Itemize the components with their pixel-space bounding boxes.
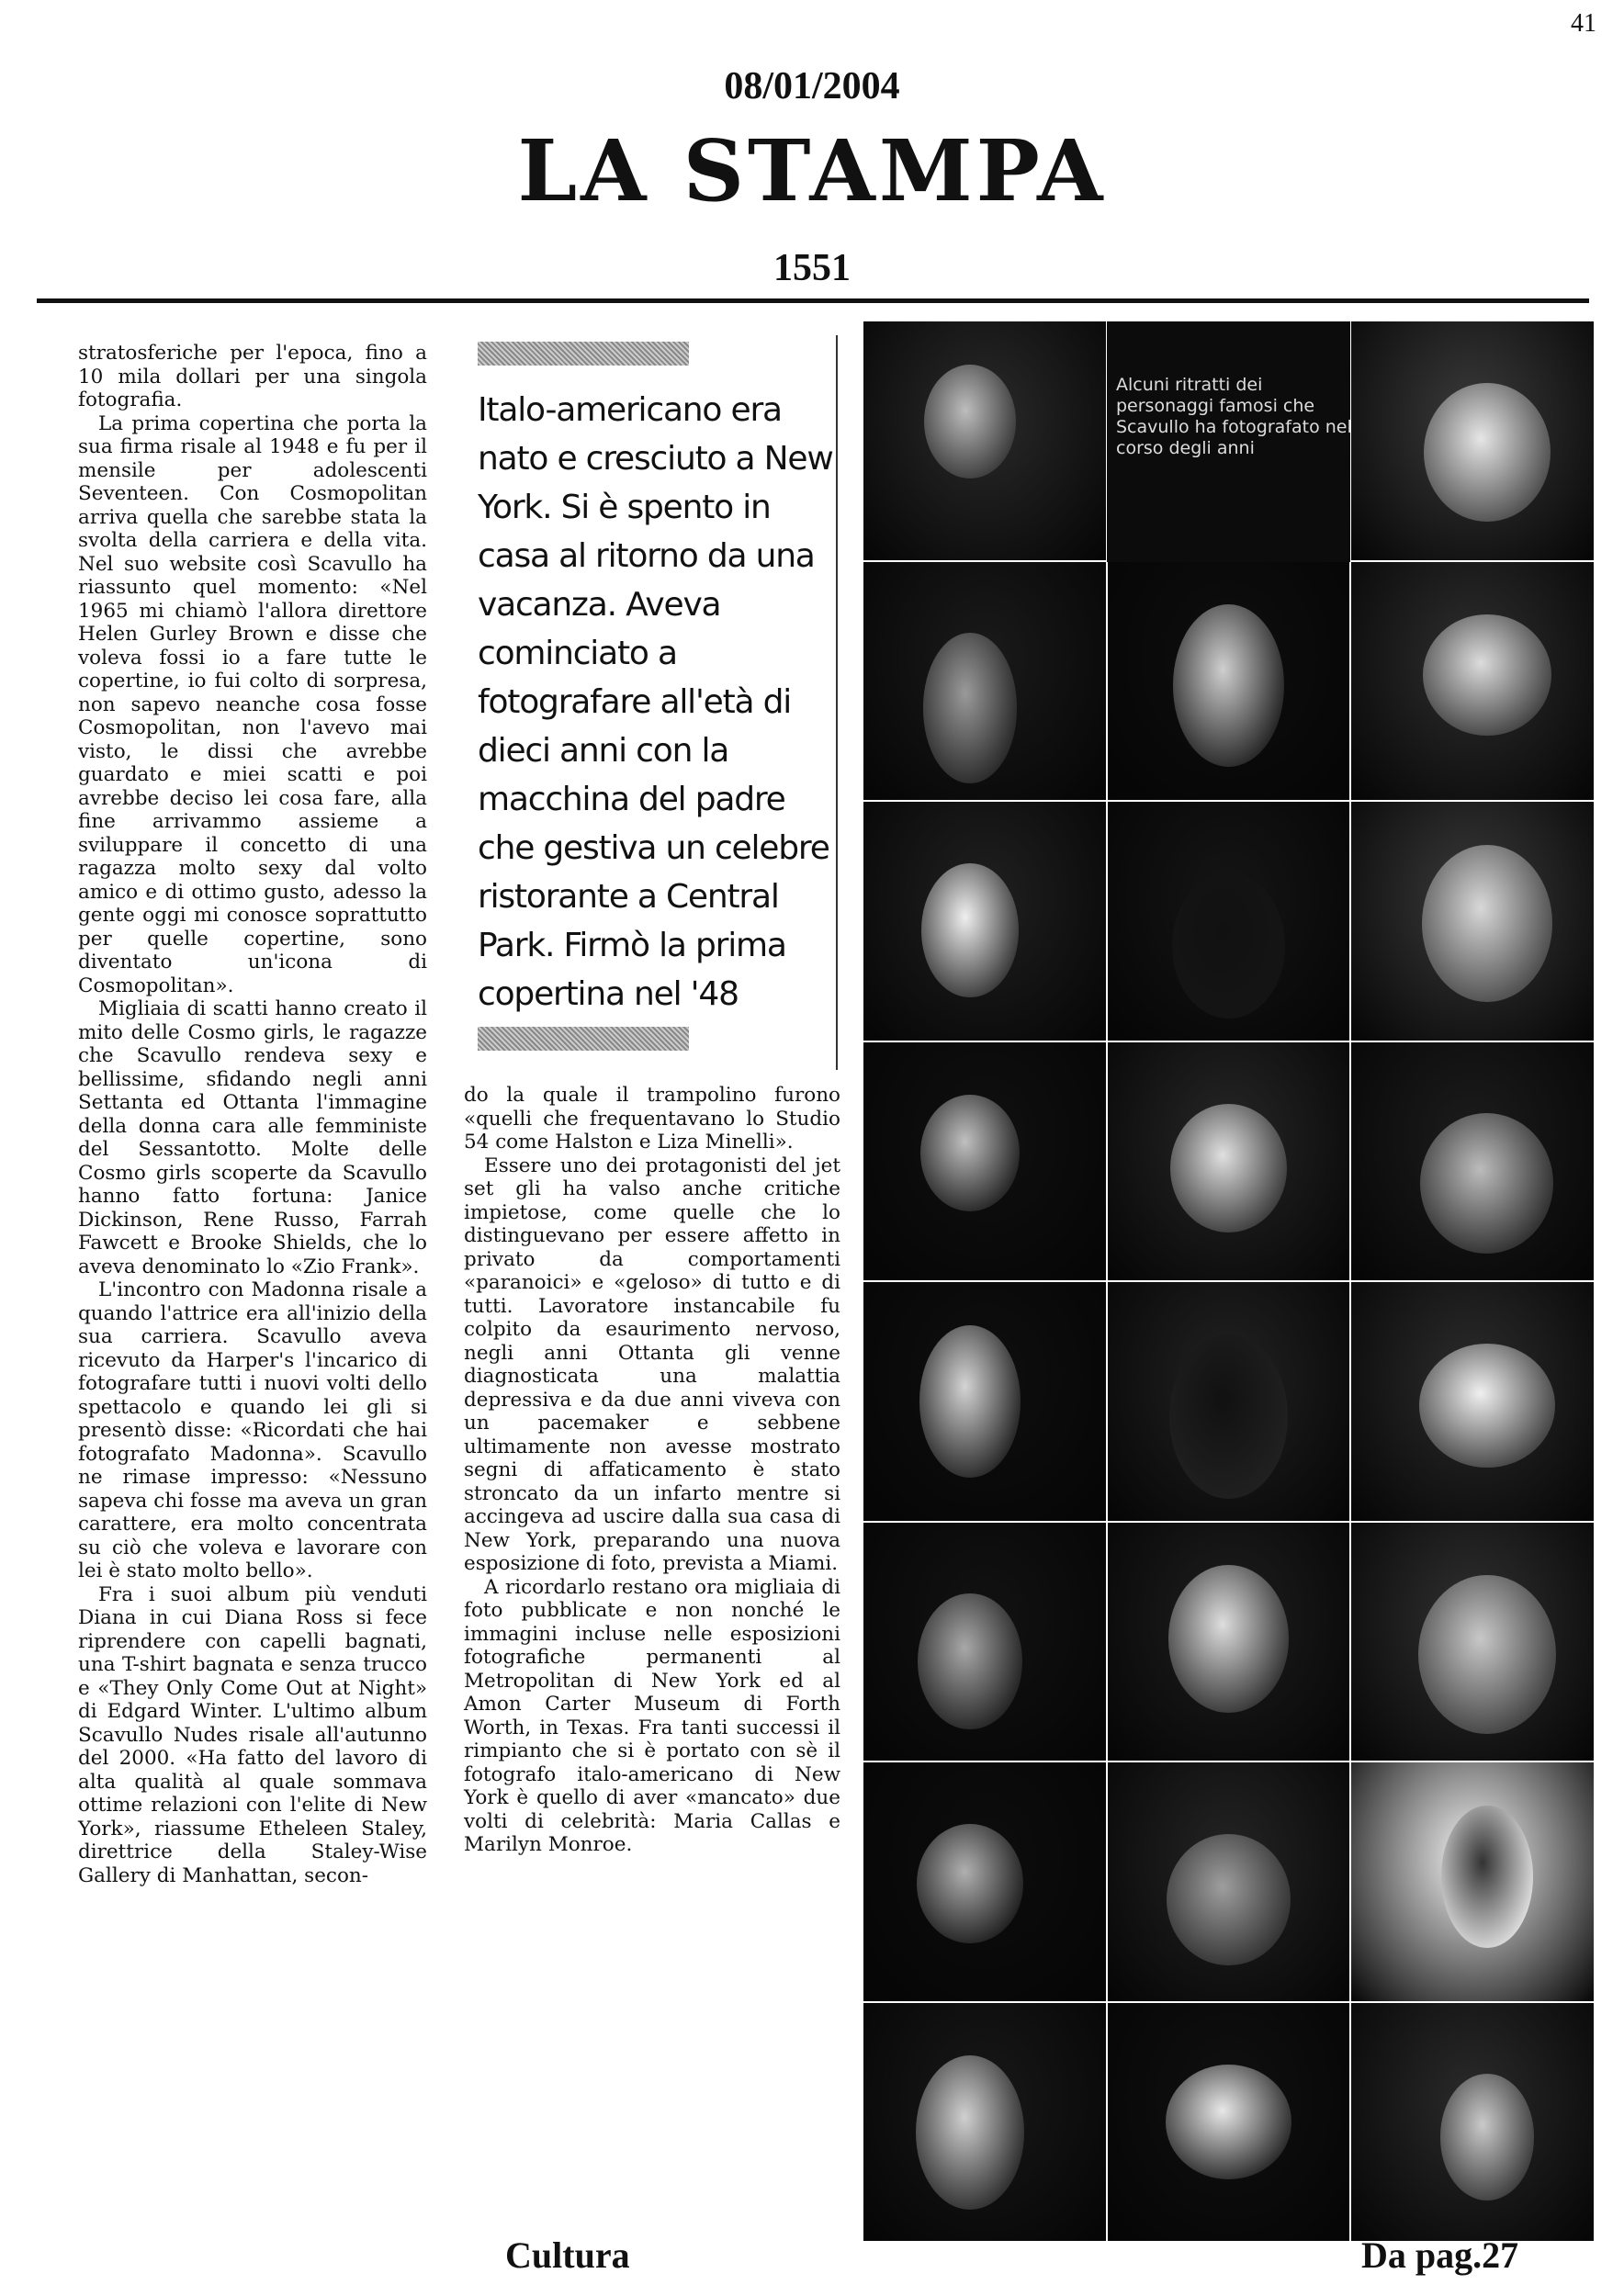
portrait-face bbox=[917, 1824, 1023, 1943]
portrait-photo bbox=[863, 802, 1106, 1041]
portrait-photo bbox=[863, 1762, 1106, 2001]
portrait-photo bbox=[863, 1042, 1106, 1281]
portrait-photo bbox=[1351, 1282, 1594, 1521]
pullquote: Italo-americano era nato e cresciuto a New York. Si è spento in casa al ritorno da una vacanza. Aveva cominciato a fotografare all'età di dieci anni con la macchina del padre che gestiva un celebre ristorante a Central Park. Firmò la prima copertina nel '48 bbox=[478, 391, 833, 1013]
portrait-photo bbox=[863, 562, 1106, 801]
portrait-face bbox=[1170, 1104, 1287, 1232]
paragraph: do la quale il trampolino furono «quelli che frequentavano lo Studio 54 come Halston e Liza Minelli». bbox=[464, 1084, 840, 1154]
portrait-photo bbox=[1351, 1762, 1594, 2001]
portrait-face bbox=[923, 633, 1018, 782]
portrait-face bbox=[1424, 383, 1550, 522]
portrait-photo bbox=[863, 2003, 1106, 2242]
portrait-face bbox=[921, 863, 1018, 996]
portrait-photo bbox=[863, 321, 1106, 560]
portrait-photo bbox=[1351, 2003, 1594, 2242]
paragraph: A ricordarlo restano ora migliaia di foto pubblicate e non nonché le immagini incluse nelle esposizioni fotografiche permanenti al Metropolitan di New York ed al Amon Carter Museum di Forth Worth, in Texas. Fra tanti successi il rimpianto che si è portato con sè il fotografo italo-americano di New York è quello di aver «mancato» due volti di celebrità: Maria Callas e Marilyn Monroe. bbox=[464, 1575, 840, 1856]
portrait-photo bbox=[1351, 1523, 1594, 1761]
section-name: Cultura bbox=[505, 2234, 630, 2276]
paragraph: stratosferiche per l'epoca, fino a 10 mila dollari per una singola fotografia. bbox=[78, 342, 427, 411]
portrait-face bbox=[919, 1325, 1021, 1478]
portrait-collage bbox=[863, 321, 1594, 2241]
article-column-3 bbox=[464, 1084, 840, 1857]
portrait-face bbox=[1420, 1113, 1553, 1254]
portrait-face bbox=[1441, 1806, 1533, 1949]
portrait-face bbox=[918, 1593, 1021, 1729]
portrait-face bbox=[1419, 1344, 1555, 1468]
photo-caption: Alcuni ritratti dei personaggi famosi che Scavullo ha fotografato nel corso degli anni bbox=[1116, 375, 1352, 458]
portrait-photo bbox=[1108, 802, 1350, 1041]
portrait-photo bbox=[1108, 1523, 1350, 1761]
portrait-face bbox=[1169, 1334, 1288, 1499]
portrait-face bbox=[920, 1095, 1020, 1211]
paragraph: Essere uno dei protagonisti del jet set gli ha valso anche critiche impietose, come quelle che lo distinguevano per essere affetto in privato da comportamenti «paranoici» e «geloso» di tutto e di tutti. Lavoratore instancabile fu colpito da esaurimento nervoso, negli anni Ottanta gli venne diagnosticata una malattia depressiva e da due anni viveva con un pacemaker e sebbene ultimamente non avesse mostrato segni di affaticamento è stato stroncato da un infarto mentre si accingeva ad uscire dalla sua casa di New York, preparando una nuova esposizione di foto, prevista a Miami. bbox=[464, 1154, 840, 1575]
publication-date: 08/01/2004 bbox=[724, 65, 900, 107]
portrait-photo bbox=[1351, 1042, 1594, 1281]
paragraph: La prima copertina che porta la sua firma risale al 1948 e fu per il mensile per adolescenti Seventeen. Con Cosmopolitan arriva quella che sarebbe stata la svolta della carriera e della vita. Nel suo website così Scavullo ha riassunto quel momento: «Nel 1965 mi chiamò l'allora direttore Helen Gurley Brown e disse che voleva fossi io a fare tutte le copertine, io fui colto di sorpresa, non sapevo neanche cosa fosse Cosmopolitan, non l'avevo mai visto, le dissi che avrebbe guardato e miei scatti e poi avrebbe deciso lei cosa fare, alla fine arrivammo assieme a sviluppare il concetto di una ragazza molto sexy dal volto amico e di ottimo gusto, adesso la gente oggi mi conosce soprattutto per quelle copertine, sono diventato un'icona di Cosmopolitan». bbox=[78, 411, 427, 997]
portrait-face bbox=[1440, 2074, 1535, 2200]
paragraph: Migliaia di scatti hanno creato il mito delle Cosmo girls, le ragazze che Scavullo rendeva sexy e bellissime, sfidando negli anni Settanta ed Ottanta l'immagine della donna cara alle femministe del Sessantotto. Molte delle Cosmo girls scoperte da Scavullo hanno fatto fortuna: Janice Dickinson, Rene Russo, Farrah Fawcett e Brooke Shields, che lo aveva denominato lo «Zio Frank». bbox=[78, 997, 427, 1278]
issue-number: 1551 bbox=[773, 247, 851, 289]
paragraph: Fra i suoi album più venduti Diana in cui Diana Ross si fece riprendere con capelli bagnati, una T-shirt bagnata e senza trucco e «They Only Come Out at Night» di Edgard Winter. L'ultimo album Scavullo Nudes risale all'autunno del 2000. «Ha fatto del lavoro di alta qualità al quale sommava ottime relazioni con l'elite di New York», riassume Etheleen Staley, direttrice della Staley-Wise Gallery di Manhattan, secon- bbox=[78, 1582, 427, 1887]
portrait-photo bbox=[1351, 802, 1594, 1041]
portrait-photo bbox=[863, 1523, 1106, 1761]
source-page: Da pag.27 bbox=[1361, 2234, 1519, 2276]
page-number: 41 bbox=[1571, 9, 1596, 38]
paragraph: L'incontro con Madonna risale a quando l'attrice era all'inizio della sua carriera. Scavullo aveva ricevuto da Harper's l'incarico di fotografare tutti i nuovi volti dello spettacolo e quando lei gli si presentò disse: «Ricordati che hai fotografato Madonna». Scavullo ne rimase impresso: «Nessuno sapeva chi fosse ma aveva un gran carattere, era molto concentrata su ciò che voleva e lavorare con lei è stato molto bello». bbox=[78, 1278, 427, 1582]
header-rule bbox=[37, 298, 1589, 303]
portrait-face bbox=[1172, 873, 1286, 1019]
portrait-photo bbox=[1108, 562, 1350, 801]
portrait-photo bbox=[1108, 2003, 1350, 2242]
portrait-face bbox=[1166, 2065, 1291, 2179]
portrait-face bbox=[1418, 1575, 1556, 1735]
column-divider bbox=[836, 335, 838, 1070]
portrait-face bbox=[916, 2055, 1025, 2211]
pullquote-bar-bottom bbox=[478, 1027, 689, 1051]
portrait-photo bbox=[1351, 321, 1594, 560]
portrait-face bbox=[1423, 614, 1551, 736]
portrait-photo bbox=[1108, 1282, 1350, 1521]
portrait-face bbox=[1168, 1565, 1290, 1713]
masthead: LA STAMPA bbox=[517, 121, 1107, 220]
portrait-photo bbox=[1351, 562, 1594, 801]
pullquote-bar-top bbox=[478, 342, 689, 366]
portrait-face bbox=[924, 365, 1016, 479]
portrait-photo bbox=[863, 1282, 1106, 1521]
portrait-face bbox=[1422, 845, 1552, 1002]
portrait-photo bbox=[1108, 1042, 1350, 1281]
portrait-face bbox=[1167, 1834, 1290, 1965]
article-column-1 bbox=[78, 342, 427, 1887]
portrait-face bbox=[1173, 604, 1284, 766]
portrait-photo bbox=[1108, 1762, 1350, 2001]
